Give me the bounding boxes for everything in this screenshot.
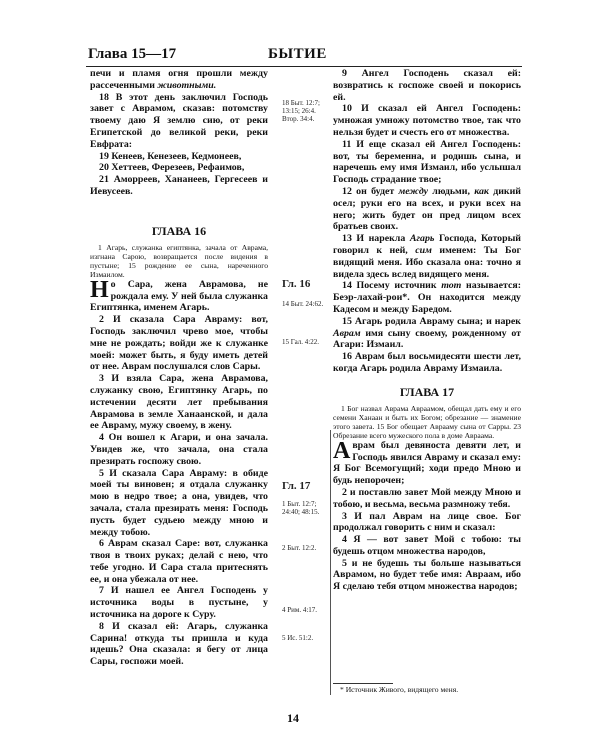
verse: 9 Ангел Господень сказал ей: возвратись к госпоже своей и покорись ей. — [333, 68, 521, 103]
chapter-17-heading: ГЛАВА 17 — [399, 384, 455, 399]
right-column — [333, 68, 521, 593]
verse: 5 и не будешь ты больше называться Аврамом, но будет тебе имя: Авраам, ибо Я сделаю тебя отцом множества народов; — [333, 557, 521, 593]
margin-chapter-17: Гл. 17 — [282, 480, 311, 492]
cross-reference: 5 Ис. 51:2. — [282, 634, 314, 642]
chapter16-verses — [90, 314, 268, 668]
chapter15-ending — [90, 68, 268, 198]
verse: 21 Аморреев, Хананеев, Гергесеев и Иевусеев. — [90, 174, 268, 197]
verse: 8 И сказал ей: Агарь, служанка Сарина! откуда ты пришла и куда идешь? Она сказала: я бегу от лица Сары, госпожи моей. — [90, 620, 268, 668]
cross-reference: 18 Быт. 12:7; 13:15; 26:4. Втор. 34:4. — [282, 99, 320, 124]
verse: печи и пламя огня прошли между рассеченными животными. — [90, 68, 268, 91]
verse: 7 И нашел ее Ангел Господень у источника воды в пустыне, у источника на дороге к Суру. — [90, 585, 268, 621]
footnote: * Источник Живого, видящего меня. — [340, 685, 459, 694]
verse: 12 он будет между людьми, как дикий осел; руки его на всех, и руки всех на него; жить будет он пред лицом всех братьев своих. — [333, 185, 521, 233]
verse: 4 Он вошел к Агари, и она зачала. Увидев же, что зачала, она стала презирать госпожу свою. — [90, 432, 268, 467]
verse: 2 и поставлю завет Мой между Мною и тобою, и весьма, весьма размножу тебя. — [333, 486, 521, 510]
page-number: 14 — [287, 711, 299, 725]
verse: 11 И еще сказал ей Ангел Господень: вот, ты беременна, и родишь сына, и наречешь ему имя Измаил, ибо услышал Господь страдание твое; — [333, 138, 521, 186]
verse: 3 И пал Аврам на лице свое. Бог продолжал говорить с ним и сказал: — [333, 510, 521, 534]
verse: 5 И сказала Сара Авраму: в обиде моей ты виновен; я отдала служанку мою в недро твое; а она, увидев, что зачала, стала презирать меня: Господь пусть будет судьею между мною и между тобою. — [90, 467, 268, 538]
cross-reference: 1 Быт. 12:7; 24:40; 48:15. — [282, 500, 320, 517]
verse: 6 Аврам сказал Саре: вот, служанка твоя в твоих руках; делай с нею, что тебе угодно. И Сара стала притеснять ее, и она убежала от нее. — [90, 538, 268, 585]
verse: 3 И взяла Сара, жена Аврамова, служанку свою, Египтянку Агарь, по истечении десяти лет пребывания Аврамова в земле Ханаанской, и дала ее Авраму, мужу своему, в жену. — [90, 373, 268, 432]
cross-reference: 2 Быт. 12:2. — [282, 544, 317, 552]
cross-reference: 4 Рим. 4:17. — [282, 606, 318, 614]
header-rule — [86, 66, 522, 67]
verse: 20 Хеттеев, Ферезеев, Рефаимов, — [99, 162, 245, 174]
drop-cap: А — [333, 437, 351, 464]
chapter16-verses-cont — [333, 68, 521, 375]
verse: 18 В этот день заключил Господь завет с Аврамом, сказав: потомству твоему даю Я землю сию, от реки Египетской до великой реки, реки Евфрата: — [90, 91, 268, 150]
chapter-16-heading: ГЛАВА 16 — [151, 223, 207, 238]
margin-chapter-16: Гл. 16 — [282, 278, 311, 290]
verse: 13 И нарекла Агарь Господа, Который говорил к ней, сим именем: Ты Бог видящий меня. Ибо сказала она: точно я видела здесь вслед видящего меня. — [333, 233, 521, 280]
verse: 16 Аврам был восьмидесяти шести лет, когда Агарь родила Авраму Измаила. — [333, 351, 521, 374]
verse: 14 Посему источник тот называется: Беэр-лахай-рои*. Он находится между Кадесом и между Баредом. — [333, 280, 521, 315]
chapter17-verses — [333, 487, 521, 593]
left-column — [90, 68, 268, 668]
column-divider — [330, 430, 331, 695]
verse: 2 И сказала Сара Авраму: вот, Господь заключил чрево мое, чтобы мне не рождать; войди же к служанке моей: может быть, я буду иметь детей от нее. Аврам послушался слов Сары. — [90, 314, 268, 373]
verse: 10 И сказал ей Ангел Господень: умножая умножу потомство твое, так что нельзя будет и счесть его от множества. — [333, 103, 521, 138]
verse-16-1: Но Сара, жена Аврамова, не рождала ему. У ней была служанка Египтянка, именем Агарь. — [90, 276, 268, 314]
verse: 15 Агарь родила Авраму сына; и нарек Аврам имя сыну своему, рожденному от Агари: Измаил. — [333, 315, 521, 351]
chapter-16-summary: 1 Агарь, служанка египтянка, зачала от Аврама, изгнана Сарою, возвращается после видения в пустыне; 15 рождение ее сына, нареченного Измаилом. — [90, 242, 268, 279]
cross-reference: 14 Быт. 24:62. — [282, 300, 324, 308]
verse: 19 Кенеев, Кенезеев, Кедмонеев, — [99, 150, 242, 162]
running-head-book: БЫТИЕ — [268, 46, 327, 62]
drop-cap: Н — [90, 276, 109, 303]
chapter-17-summary: 1 Бог назвал Аврама Авраамом, обещал дать ему и его семени Ханаан и быть их Богом; обрезание — знамение этого завета. 15 Бог обещает Аврааму сына от Сарры. 23 Обрезание всего мужеского пола в доме Авраама. — [333, 403, 521, 440]
running-head-chapters: Глава 15—17 — [88, 46, 177, 62]
verse-17-1: Аврам был девяноста девяти лет, и Господь явился Авраму и сказал ему: Я Бог Всемогущий; ходи предо Мною и будь непорочен; — [333, 437, 521, 487]
verse: 4 Я — вот завет Мой с тобою: ты будешь отцом множества народов, — [333, 534, 521, 557]
footnote-rule — [333, 683, 393, 684]
cross-reference: 15 Гал. 4:22. — [282, 338, 319, 346]
